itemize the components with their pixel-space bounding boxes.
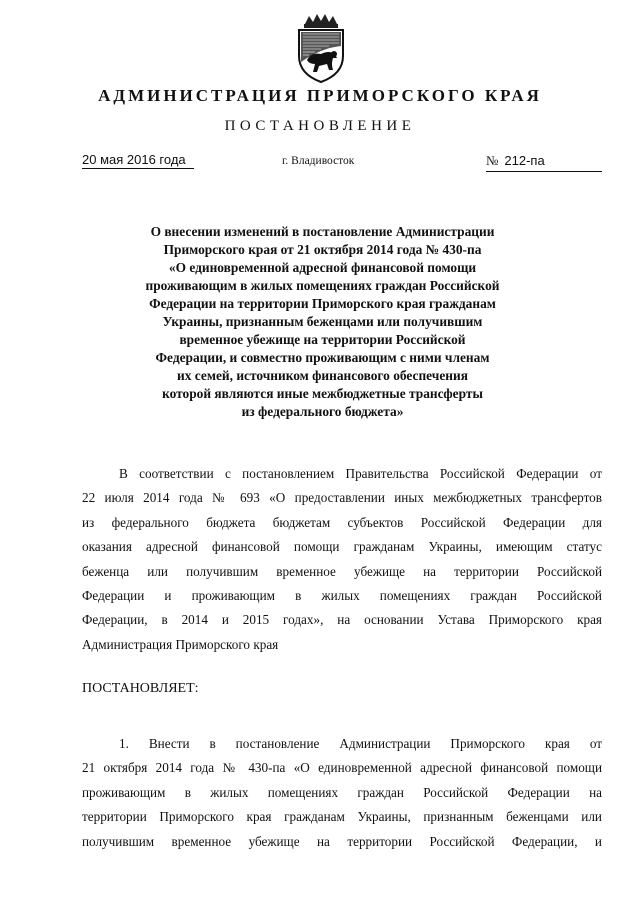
document-type: ПОСТАНОВЛЕНИЕ (224, 118, 416, 134)
document-city: г. Владивосток (282, 155, 355, 167)
preamble-line: из федерального бюджета бюджетам субъектов Российской Федерации для (82, 514, 602, 530)
document-number (486, 152, 602, 172)
subject-line: из федерального бюджета» (241, 404, 404, 419)
subject-line: «О единовременной адресной финансовой помощи (168, 260, 477, 275)
item-1-line: проживающим в жилых помещениях граждан Российской Федерации на (82, 784, 602, 800)
subject-line: временное убежище на территории Российской (179, 332, 466, 347)
item-1-line: территории Приморского края гражданам Украины, признанным беженцами или (82, 809, 602, 825)
preamble-line: Федерации и проживающим в жилых помещениях граждан Российской (82, 588, 602, 604)
preamble-line: В соответствии с постановлением Правительства Российской Федерации от (119, 466, 602, 481)
preamble-line: 22 июля 2014 года № 693 «О предоставлении иных межбюджетных трансфертов (82, 490, 602, 506)
document-date: 20 мая 2016 года (82, 152, 194, 169)
subject-line: проживающим в жилых помещениях граждан Российской (145, 278, 500, 293)
subject-line: О внесении изменений в постановление Администрации (150, 224, 495, 239)
preamble-line: беженца или получившим временное убежище на территории Российской (82, 563, 602, 579)
item-1-line: получившим временное убежище на территории Российской Федерации, и (82, 833, 602, 849)
number-value: 212-па (504, 153, 545, 168)
item-1-line: 21 октября 2014 года № 430-па «О единовременной адресной финансовой помощи (82, 760, 602, 776)
subject-line: которой являются иные межбюджетные трансферты (162, 386, 483, 401)
item-1-line: 1. Внести в постановление Администрации Приморского края от (119, 736, 602, 751)
organization-title: АДМИНИСТРАЦИЯ ПРИМОРСКОГО КРАЯ (98, 86, 542, 105)
preamble-line: оказания адресной финансовой помощи гражданам Украины, имеющим статус (82, 539, 602, 555)
number-sign: № (486, 153, 499, 168)
preamble-line: Администрация Приморского края (82, 636, 279, 652)
primorsky-krai-coat-of-arms-icon (291, 12, 351, 84)
document-subject (120, 223, 525, 421)
preamble-paragraph (82, 462, 602, 657)
subject-line: Приморского края от 21 октября 2014 года № 430-па (163, 242, 482, 257)
subject-line: Федерации, и совместно проживающим с ними членам (155, 350, 490, 365)
subject-line: Украины, признанным беженцами или получившим (162, 314, 483, 329)
resolves-heading: ПОСТАНОВЛЯЕТ: (82, 681, 199, 696)
preamble-line: Федерации, в 2014 и 2015 годах», на основании Устава Приморского края (82, 612, 602, 628)
subject-line: Федерации на территории Приморского края гражданам (149, 296, 496, 311)
item-1-paragraph (82, 732, 602, 854)
subject-line: их семей, источником финансового обеспечения (177, 368, 468, 383)
